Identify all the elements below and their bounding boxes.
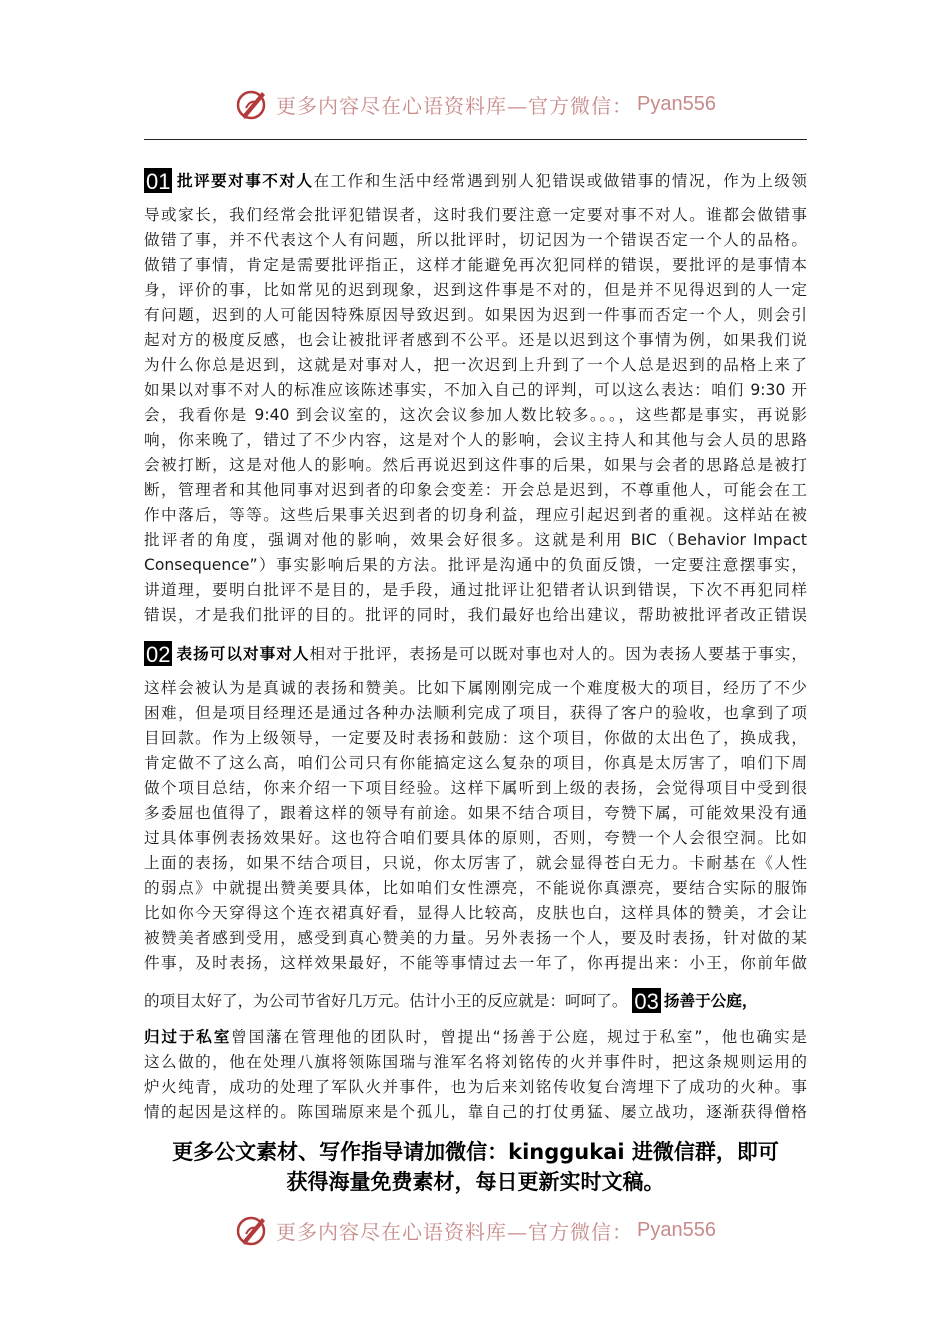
section-number-badge: 02 bbox=[144, 641, 172, 666]
pen-logo-icon bbox=[234, 1212, 270, 1248]
paragraph-text: 在工作和生活中经常遇到别人犯错误或做错事的情况，作为上级领 bbox=[313, 172, 807, 190]
paragraph-text: 相对于批评，表扬是可以既对事也对人的。因为表扬人要基于事实， bbox=[309, 645, 807, 663]
paragraph-line: 被赞美者感到受用，感受到真心赞美的力量。另外表扬一个人，要及时表扬，针对做的某 bbox=[144, 929, 807, 947]
paragraph-line: 上面的表扬，如果不结合项目，只说，你太厉害了，就会显得苍白无力。卡耐基在《人性 bbox=[144, 854, 807, 872]
paragraph-line: 多委屈也值得了，跟着这样的领导有前途。如果不结合项目，夸赞下属，可能效果没有通 bbox=[144, 804, 807, 822]
section-3-first-line bbox=[144, 988, 807, 1013]
paragraph-line: 作中落后，等等。这些后果事关迟到者的切身利益，理应引起迟到者的重视。这样站在被 bbox=[144, 506, 807, 524]
paragraph-line: 响，你来晚了，错过了不少内容，这是对个人的影响，会议主持人和其他与会人员的思路 bbox=[144, 431, 807, 449]
paragraph-line: Consequence”）事实影响后果的方法。批评是沟通中的负面反馈，一定要注意摆事实， bbox=[144, 556, 807, 574]
paragraph-line: 的弱点》中就提出赞美要具体，比如咱们女性漂亮，不能说你真漂亮，要结合实际的服饰 bbox=[144, 879, 807, 897]
promo-line-2: 获得海量免费素材，每日更新实时文稿。 bbox=[286, 1170, 665, 1194]
section-2-first-line bbox=[144, 641, 807, 666]
paragraph-line: 比如你今天穿得这个连衣裙真好看，显得人比较高，皮肤也白，这样具体的赞美，才会让 bbox=[144, 904, 807, 922]
section-3-second-line bbox=[144, 1025, 807, 1050]
paragraph-line: 导或家长，我们经常会批评犯错误者，这时我们要注意一定要对事不对人。谁都会做错事 bbox=[144, 206, 807, 224]
section-heading: 表扬可以对事对人 bbox=[175, 645, 310, 663]
paragraph-line: 批评者的角度，强调对他的影响，效果会好很多。这就是利用 BIC（Behavior Impact bbox=[144, 531, 807, 549]
footer-watermark bbox=[0, 1210, 950, 1250]
paragraph-line: 会被打断，这是对他人的影响。然后再说迟到这件事的后果，如果与会者的思路总是被打 bbox=[144, 456, 807, 474]
paragraph-line: 有问题，迟到的人可能因特殊原因导致迟到。如果因为迟到一件事而否定一个人，则会引 bbox=[144, 306, 807, 324]
paragraph-line: 断，管理者和其他同事对迟到者的印象会变差：开会总是迟到，不尊重他人，可能会在工 bbox=[144, 481, 807, 499]
paragraph-text: 的项目太好了，为公司节省好几万元。估计小王的反应就是：呵呵了。 bbox=[144, 992, 628, 1010]
section-heading: 批评要对事不对人 bbox=[175, 172, 314, 190]
paragraph-line: 如果以对事不对人的标准应该陈述事实，不加入自己的评判，可以这么表达：咱们 9:30 开 bbox=[144, 381, 807, 399]
header-watermark bbox=[0, 84, 950, 124]
paragraph-line: 过具体事例表扬效果好。这也符合咱们要具体的原则，否则，夸赞一个人会很空洞。比如 bbox=[144, 829, 807, 847]
section-1-first-line bbox=[144, 168, 807, 193]
paragraph-line: 身，评价的事，比如常见的迟到现象，迟到这件事是不对的，但是并不见得迟到的人一定 bbox=[144, 281, 807, 299]
paragraph-line: 肯定做不了这么高，咱们公司只有你能搞定这么复杂的项目，你真是太厉害了，咱们下周 bbox=[144, 754, 807, 772]
section-number-badge: 01 bbox=[144, 168, 172, 193]
paragraph-line: 做个项目总结，你来介绍一下项目经验。这样下属听到上级的表扬，会觉得项目中受到很 bbox=[144, 779, 807, 797]
section-number-badge: 03 bbox=[632, 988, 660, 1013]
paragraph-line: 炉火纯青，成功的处理了军队火并事件，也为后来刘铭传收复台湾埋下了成功的火种。事 bbox=[144, 1078, 807, 1096]
paragraph-line: 这样会被认为是真诚的表扬和赞美。比如下属刚刚完成一个难度极大的项目，经历了不少 bbox=[144, 679, 807, 697]
footer-wechat-id: Pyan556 bbox=[637, 1218, 716, 1241]
paragraph-line: 会，我看你是 9:40 到会议室的，这次会议参加人数比较多。。。，这些都是事实，再说影 bbox=[144, 406, 807, 424]
section-heading: 扬善于公庭， bbox=[663, 992, 758, 1010]
section-heading-continued: 归过于私室 bbox=[144, 1028, 232, 1046]
paragraph-line: 讲道理，要明白批评不是目的，是手段，通过批评让犯错者认识到错误，下次不再犯同样 bbox=[144, 581, 807, 599]
paragraph-line: 做错了事，并不代表这个人有问题，所以批评时，切记因为一个错误否定一个人的品格。 bbox=[144, 231, 807, 249]
paragraph-line: 情的起因是这样的。陈国瑞原来是个孤儿，靠自己的打仗勇猛、屡立战功，逐渐获得僧格 bbox=[144, 1103, 807, 1121]
paragraph-line: 困难，但是项目经理还是通过各种办法顺利完成了项目，获得了客户的验收，也拿到了项 bbox=[144, 704, 807, 722]
promo-line-1: 更多公文素材、写作指导请加微信：kinggukai 进微信群，即可 bbox=[172, 1140, 779, 1164]
paragraph-line: 目回款。作为上级领导，一定要及时表扬和鼓励：这个项目，你做的太出色了，换成我， bbox=[144, 729, 807, 747]
paragraph-line: 为什么你总是迟到，这就是对事对人，把一次迟到上升到了一个人总是迟到的品格上来了 bbox=[144, 356, 807, 374]
paragraph-line: 起对方的极度反感，也会让被批评者感到不公平。还是以迟到这个事情为例，如果我们说 bbox=[144, 331, 807, 349]
header-divider bbox=[144, 139, 807, 140]
header-site-text: 更多内容尽在心语资料库—官方微信： bbox=[276, 93, 634, 118]
paragraph-line: 件事，及时表扬，这样效果最好，不能等事情过去一年了，你再提出来：小王，你前年做 bbox=[144, 954, 807, 972]
paragraph-line: 做错了事情，肯定是需要批评指正，这样才能避免再次犯同样的错误，要批评的是事情本 bbox=[144, 256, 807, 274]
footer-site-text: 更多内容尽在心语资料库—官方微信： bbox=[276, 1219, 634, 1244]
pen-logo-icon bbox=[234, 86, 270, 122]
paragraph-line: 错误，才是我们批评的目的。批评的同时，我们最好也给出建议，帮助被批评者改正错误 bbox=[144, 606, 807, 624]
header-wechat-id: Pyan556 bbox=[637, 92, 716, 115]
paragraph-line: 这么做的，他在处理八旗将领陈国瑞与淮军名将刘铭传的火并事件时，把这条规则运用的 bbox=[144, 1053, 807, 1071]
paragraph-text: 曾国藩在管理他的团队时，曾提出“扬善于公庭，规过于私室”，他也确实是 bbox=[231, 1028, 807, 1046]
